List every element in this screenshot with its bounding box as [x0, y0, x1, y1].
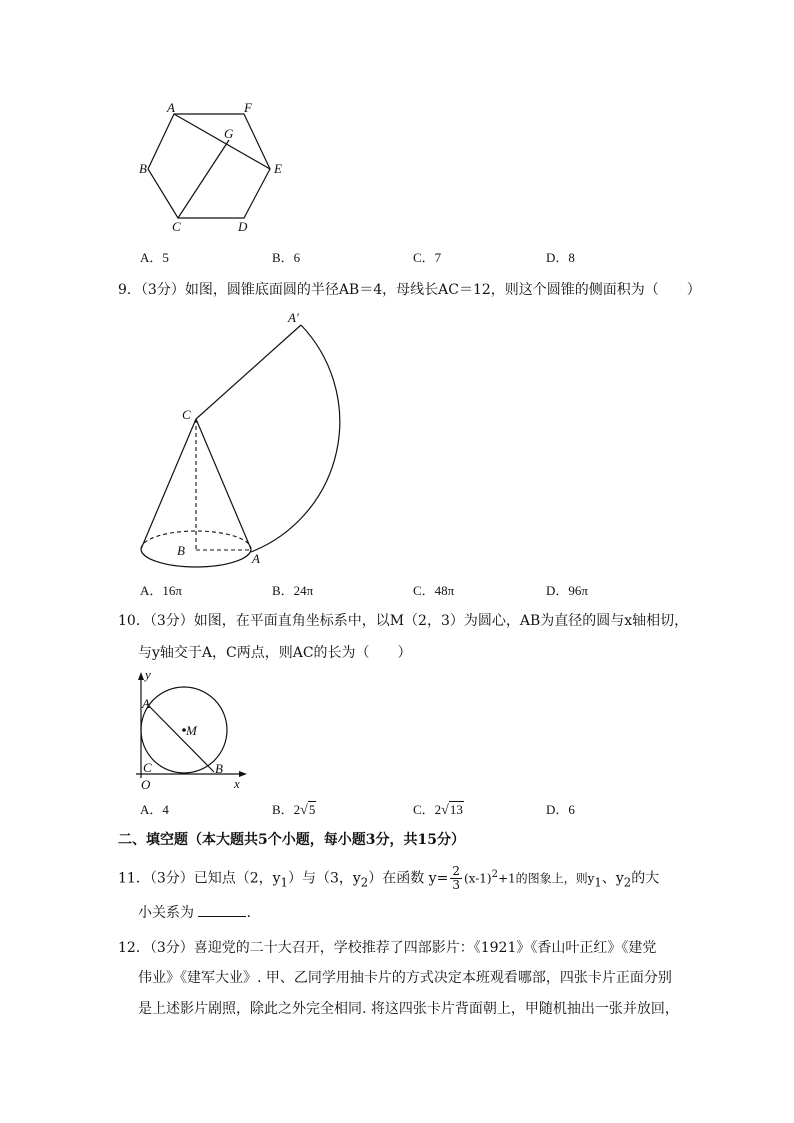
q8-option-b: B．6: [272, 250, 301, 265]
q10-stem-line1: 10．（3分）如图，在平面直角坐标系中，以M（2，3）为圆心，AB为直径的圆与x轴相切，: [118, 613, 689, 629]
q11-sub3: 1: [594, 875, 602, 890]
label-B: B: [139, 161, 147, 176]
q11-stem: [118, 862, 660, 893]
q12-line1: 12．（3分）喜迎党的二十大召开，学校推荐了四部影片：《1921》《香山叶正红》《建党: [118, 940, 657, 956]
q11-part2: ）与（3，y: [287, 870, 361, 887]
q10-option-c-text: C．2: [413, 802, 442, 817]
circle-coordinate-figure: [130, 668, 260, 793]
q11-part1: 11．（3分）已知点（2，y: [118, 870, 281, 887]
q11-part6: 、y: [601, 870, 624, 887]
q11-part5: +1的图象上，则y: [497, 871, 595, 886]
label-A: A: [252, 551, 260, 566]
q11-part7: 的大: [631, 870, 660, 887]
q10-option-a: A．4: [140, 802, 169, 817]
q8-option-c: C．7: [413, 250, 442, 265]
q10-stem-line2: 与y轴交于A，C两点，则AC的长为（ ）: [138, 645, 412, 661]
label-C: C: [143, 760, 152, 775]
label-D: D: [238, 219, 248, 234]
q12-line3: 是上述影片剧照，除此之外完全相同. 将这四张卡片背面朝上，甲随机抽出一张并放回，: [138, 1001, 679, 1017]
q10-option-c-radicand: 13: [449, 802, 463, 817]
sqrt-symbol: √: [441, 803, 449, 818]
q8-option-a: A．5: [140, 250, 169, 265]
q11-line2-text: 小关系为: [138, 905, 194, 921]
label-A: A: [167, 100, 175, 115]
label-A: A: [142, 696, 150, 711]
section-2-title: 二、填空题（本大题共5个小题，每小题3分，共15分）: [118, 832, 465, 848]
q11-fraction: [450, 865, 462, 892]
q11-answer-blank[interactable]: [198, 902, 246, 917]
q9-option-a: A．16π: [140, 583, 182, 598]
q12-line2: 伟业》《建军大业》. 甲、乙同学用抽卡片的方式决定本班观看哪部，四张卡片正面分别: [138, 970, 672, 986]
q10-option-b: [272, 800, 316, 821]
q11-frac-den: 3: [452, 878, 460, 893]
q11-line2-end: .: [246, 905, 251, 921]
label-F: F: [244, 100, 252, 115]
q9-option-c: C．48π: [413, 583, 455, 598]
q11-part3: ）在函数 y=: [368, 870, 449, 887]
q8-option-d: D．8: [546, 250, 575, 265]
q10-option-b-text: B．2: [272, 802, 301, 817]
label-B: B: [215, 761, 223, 776]
label-y: y: [145, 668, 151, 682]
label-A-prime: A′: [288, 310, 299, 325]
label-M: M: [186, 723, 197, 738]
label-C: C: [182, 407, 191, 422]
q10-option-d: D．6: [546, 802, 575, 817]
q10-option-c: [413, 800, 464, 821]
q9-stem: 9．（3分）如图，圆锥底面圆的半径AB＝4，母线长AC＝12，则这个圆锥的侧面积为（ ）: [118, 282, 701, 298]
q10-option-b-radicand: 5: [308, 802, 316, 817]
label-C: C: [172, 219, 181, 234]
label-x: x: [234, 776, 240, 791]
q11-sub1: 1: [280, 875, 288, 890]
hexagon-figure: [130, 100, 300, 240]
label-O: O: [141, 777, 151, 792]
cone-figure: [130, 305, 360, 575]
label-E: E: [274, 161, 282, 176]
q11-sub4: 2: [623, 875, 632, 890]
q9-option-b: B．24π: [272, 583, 314, 598]
q11-sub2: 2: [360, 875, 369, 890]
q11-frac-num: 2: [452, 864, 460, 879]
sqrt-symbol: √: [300, 803, 308, 818]
q11-exp: 2: [491, 869, 498, 880]
label-G: G: [224, 126, 234, 141]
q11-line2: [138, 902, 251, 923]
q9-option-d: D．96π: [546, 583, 588, 598]
label-B: B: [177, 543, 185, 558]
q11-part4: (x-1): [463, 871, 492, 886]
